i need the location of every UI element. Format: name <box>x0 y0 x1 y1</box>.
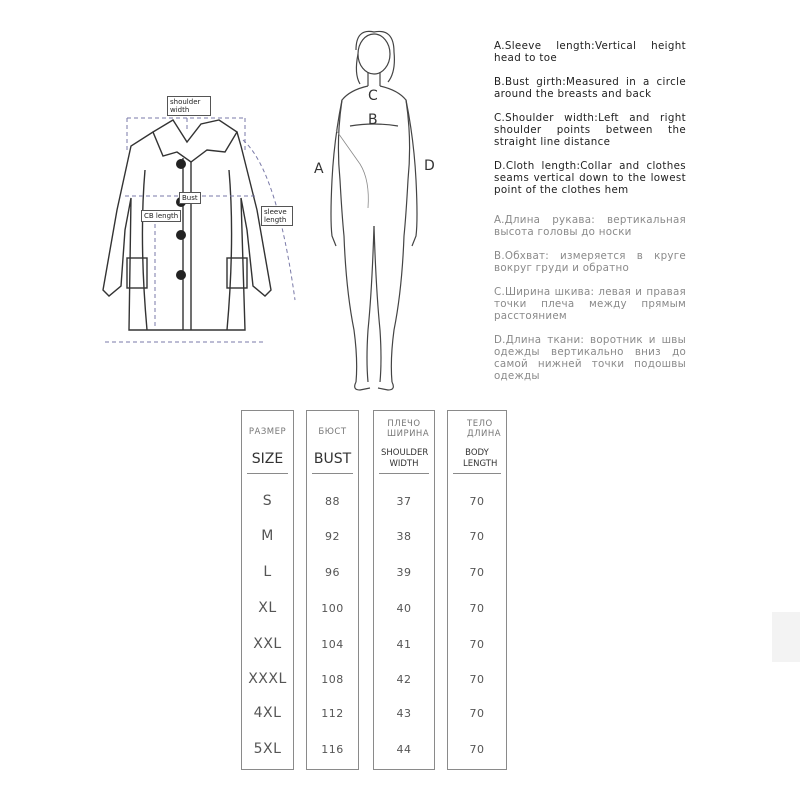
shoulder-width-tag: shoulder width <box>167 96 211 116</box>
desc-sleeve-length-en: A.Sleeve length:Vertical height head to toe <box>494 40 686 64</box>
shoulder-width-header-en: SHOULDER WIDTH <box>381 448 429 469</box>
shoulder-width-column <box>373 410 435 770</box>
body-length-cell: 70 <box>469 742 485 756</box>
cb-length-tag: CB length <box>141 210 181 222</box>
descriptions-russian <box>494 214 686 394</box>
bust-tag: Bust <box>179 192 201 204</box>
figure-letter-b: B <box>368 112 378 128</box>
size-column <box>241 410 294 770</box>
body-length-cell: 70 <box>469 529 485 543</box>
shoulder-width-column-header <box>379 411 429 474</box>
descriptions-english <box>494 40 686 208</box>
shoulder-width-cell: 38 <box>396 529 412 543</box>
size-header-ru: РАЗМЕР <box>248 427 287 437</box>
body-length-cell: 70 <box>469 494 485 508</box>
bust-cell: 92 <box>325 529 340 543</box>
bust-cell: 104 <box>321 637 344 651</box>
shoulder-width-cell: 39 <box>396 565 412 579</box>
bust-cell: 116 <box>321 742 344 756</box>
shoulder-width-cell: 44 <box>396 742 412 756</box>
body-length-column-header <box>453 411 501 474</box>
body-length-cell: 70 <box>469 706 485 720</box>
bust-cell: 100 <box>321 601 344 615</box>
size-cell: XXL <box>253 636 282 652</box>
desc-shoulder-width-en: C.Shoulder width:Left and right shoulder points between the straight line distance <box>494 112 686 148</box>
bust-header-en: BUST <box>313 451 352 467</box>
figure-letter-a: A <box>314 161 324 177</box>
desc-bust-girth-en: B.Bust girth:Measured in a circle around the breasts and back <box>494 76 686 100</box>
bust-cell: 96 <box>325 565 340 579</box>
size-cell: M <box>261 528 274 544</box>
shoulder-width-cell: 41 <box>396 637 412 651</box>
body-length-cell: 70 <box>469 637 485 651</box>
desc-shoulder-width-ru: C.Ширина шкива: левая и правая точки плеча между прямым расстоянием <box>494 286 686 322</box>
body-length-cell: 70 <box>469 565 485 579</box>
figure-letter-d: D <box>424 158 435 174</box>
shoulder-width-cell: 42 <box>396 672 412 686</box>
bust-cell: 112 <box>321 706 344 720</box>
size-cell: 5XL <box>253 741 282 757</box>
body-length-cell: 70 <box>469 601 485 615</box>
body-figure <box>300 30 470 395</box>
figure-letter-c: C <box>368 88 378 104</box>
shoulder-width-cell: 40 <box>396 601 412 615</box>
bust-cell: 108 <box>321 672 344 686</box>
size-cell: XXXL <box>248 671 287 687</box>
body-length-cell: 70 <box>469 672 485 686</box>
desc-cloth-length-ru: D.Длина ткани: воротник и швы одежды вертикально вниз до самой нижней точки подошвы одежды <box>494 334 686 382</box>
sleeve-length-tag: sleeve length <box>261 206 293 226</box>
body-length-column <box>447 410 507 770</box>
body-outline-drawing <box>300 30 470 395</box>
bust-header-ru: БЮСТ <box>318 427 347 437</box>
bust-cell: 88 <box>325 494 340 508</box>
size-cell: XL <box>258 600 277 616</box>
size-cell: L <box>263 564 272 580</box>
bust-column <box>306 410 359 770</box>
size-cell: 4XL <box>253 705 282 721</box>
shoulder-width-cell: 43 <box>396 706 412 720</box>
desc-cloth-length-en: D.Cloth length:Collar and clothes seams vertical down to the lowest point of the clothes hem <box>494 160 686 196</box>
size-column-header <box>247 411 288 474</box>
shoulder-width-header-ru: ПЛЕЧО ШИРИНА <box>387 419 430 439</box>
size-cell: S <box>262 493 273 509</box>
body-length-header-ru: ТЕЛО ДЛИНА <box>467 419 502 439</box>
body-length-header-en: BODY LENGTH <box>463 448 498 469</box>
coat-diagram <box>95 90 315 360</box>
size-header-en: SIZE <box>251 451 284 467</box>
desc-sleeve-length-ru: A.Длина рукава: вертикальная высота головы до носки <box>494 214 686 238</box>
side-tab-decoration <box>772 612 800 662</box>
desc-bust-girth-ru: B.Обхват: измеряется в круге вокруг груди и обратно <box>494 250 686 274</box>
bust-column-header <box>312 411 353 474</box>
shoulder-width-cell: 37 <box>396 494 412 508</box>
